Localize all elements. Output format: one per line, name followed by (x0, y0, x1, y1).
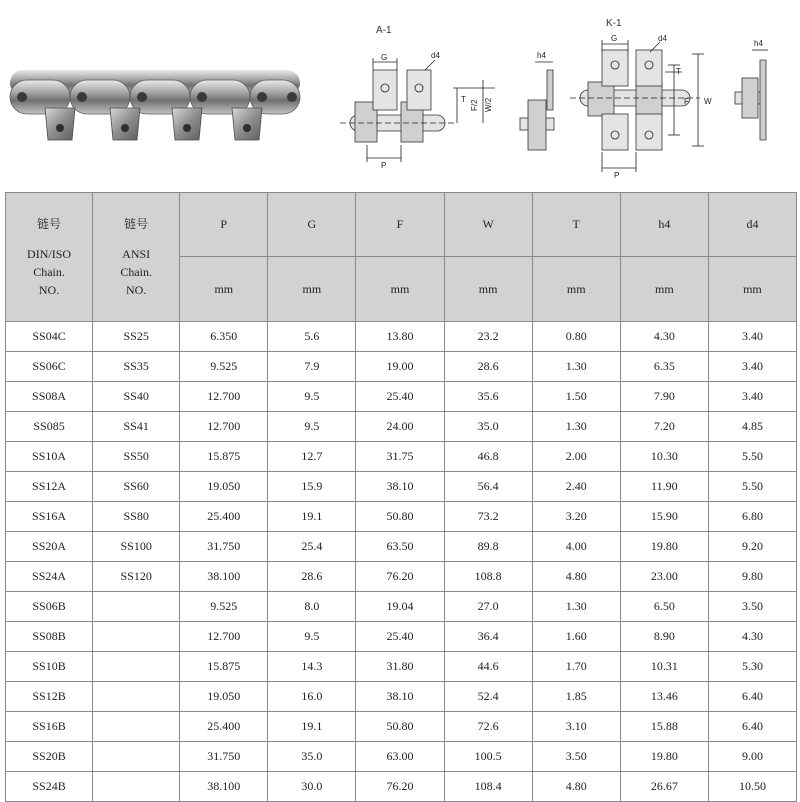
cell-h4: 19.80 (620, 742, 708, 772)
unit-d4: mm (708, 257, 796, 322)
cell-w: 100.5 (444, 742, 532, 772)
cell-f: 38.10 (356, 472, 444, 502)
cell-w: 35.0 (444, 412, 532, 442)
cell-ansi (93, 712, 180, 742)
ansi-header (93, 193, 180, 322)
ansi-header-line2: Chain. (120, 265, 152, 279)
cell-d4: 3.40 (708, 322, 796, 352)
cell-h4: 26.67 (620, 772, 708, 802)
cell-w: 36.4 (444, 622, 532, 652)
cell-ansi: SS100 (93, 532, 180, 562)
table-row (6, 622, 797, 652)
a1-dim-f-half: F/2 (470, 99, 479, 111)
cell-din: SS24B (6, 772, 93, 802)
k1-drawing (570, 30, 795, 180)
cell-d4: 5.50 (708, 442, 796, 472)
cell-din: SS085 (6, 412, 93, 442)
k1-dim-g: G (611, 34, 618, 43)
cell-t: 1.85 (532, 682, 620, 712)
cell-h4: 6.50 (620, 592, 708, 622)
unit-h4: mm (620, 257, 708, 322)
a1-label: A-1 (376, 25, 392, 36)
cell-d4: 4.30 (708, 622, 796, 652)
a1-dim-t: T (461, 95, 466, 104)
cell-h4: 7.90 (620, 382, 708, 412)
cell-w: 89.8 (444, 532, 532, 562)
table-row (6, 382, 797, 412)
cell-p: 12.700 (180, 412, 268, 442)
a1-dim-d4: d4 (431, 51, 440, 60)
table-row (6, 532, 797, 562)
table-row (6, 442, 797, 472)
cell-din: SS04C (6, 322, 93, 352)
cell-h4: 15.90 (620, 502, 708, 532)
a1-drawing (335, 40, 565, 175)
cell-din: SS08B (6, 622, 93, 652)
cell-f: 25.40 (356, 622, 444, 652)
cell-din: SS12A (6, 472, 93, 502)
cell-g: 16.0 (268, 682, 356, 712)
table-row (6, 712, 797, 742)
cell-din: SS08A (6, 382, 93, 412)
cell-d4: 6.40 (708, 712, 796, 742)
cell-p: 25.400 (180, 502, 268, 532)
cell-p: 15.875 (180, 442, 268, 472)
cell-t: 1.60 (532, 622, 620, 652)
cell-p: 19.050 (180, 472, 268, 502)
k1-label: K-1 (606, 18, 622, 29)
cell-g: 9.5 (268, 622, 356, 652)
cell-g: 9.5 (268, 412, 356, 442)
cell-f: 76.20 (356, 562, 444, 592)
cell-ansi (93, 772, 180, 802)
header-w: W (444, 193, 532, 257)
cell-d4: 9.80 (708, 562, 796, 592)
cell-din: SS16B (6, 712, 93, 742)
cell-din: SS20A (6, 532, 93, 562)
spec-table-body (6, 322, 797, 802)
k1-dim-f: F (684, 97, 689, 106)
cell-p: 9.525 (180, 352, 268, 382)
cell-g: 8.0 (268, 592, 356, 622)
a1-dim-p: P (381, 161, 387, 170)
cell-ansi: SS25 (93, 322, 180, 352)
cell-t: 1.30 (532, 412, 620, 442)
cell-d4: 3.40 (708, 382, 796, 412)
cell-t: 3.10 (532, 712, 620, 742)
table-row (6, 772, 797, 802)
cell-f: 50.80 (356, 502, 444, 532)
cell-d4: 9.00 (708, 742, 796, 772)
unit-p: mm (180, 257, 268, 322)
cell-p: 9.525 (180, 592, 268, 622)
cell-h4: 13.46 (620, 682, 708, 712)
header-g: G (268, 193, 356, 257)
cell-din: SS06B (6, 592, 93, 622)
unit-w: mm (444, 257, 532, 322)
header-p: P (180, 193, 268, 257)
cell-din: SS12B (6, 682, 93, 712)
cell-w: 72.6 (444, 712, 532, 742)
cell-p: 12.700 (180, 382, 268, 412)
cell-ansi (93, 652, 180, 682)
unit-f: mm (356, 257, 444, 322)
table-row (6, 502, 797, 532)
cell-h4: 15.88 (620, 712, 708, 742)
cell-g: 14.3 (268, 652, 356, 682)
cell-w: 28.6 (444, 352, 532, 382)
cell-h4: 8.90 (620, 622, 708, 652)
cell-f: 13.80 (356, 322, 444, 352)
cell-g: 35.0 (268, 742, 356, 772)
cell-ansi (93, 682, 180, 712)
k1-dim-t: T (676, 67, 681, 76)
chain-photo (0, 40, 310, 150)
cell-f: 76.20 (356, 772, 444, 802)
cell-d4: 6.40 (708, 682, 796, 712)
cell-f: 31.80 (356, 652, 444, 682)
header-h4: h4 (620, 193, 708, 257)
cell-g: 7.9 (268, 352, 356, 382)
header-t: T (532, 193, 620, 257)
table-row (6, 412, 797, 442)
cell-f: 19.00 (356, 352, 444, 382)
cell-p: 12.700 (180, 622, 268, 652)
cell-h4: 4.30 (620, 322, 708, 352)
a1-dim-w-half: W/2 (484, 97, 493, 112)
cell-ansi: SS80 (93, 502, 180, 532)
table-row (6, 652, 797, 682)
din-iso-header-zh: 链号 (37, 217, 62, 231)
cell-din: SS16A (6, 502, 93, 532)
cell-h4: 10.31 (620, 652, 708, 682)
cell-ansi (93, 742, 180, 772)
cell-g: 28.6 (268, 562, 356, 592)
cell-p: 15.875 (180, 652, 268, 682)
cell-h4: 6.35 (620, 352, 708, 382)
cell-din: SS24A (6, 562, 93, 592)
table-row (6, 592, 797, 622)
cell-ansi: SS35 (93, 352, 180, 382)
cell-w: 23.2 (444, 322, 532, 352)
unit-t: mm (532, 257, 620, 322)
chain-spec-table (5, 192, 797, 802)
cell-t: 2.40 (532, 472, 620, 502)
cell-w: 52.4 (444, 682, 532, 712)
k1-dim-h4: h4 (754, 39, 763, 48)
cell-w: 73.2 (444, 502, 532, 532)
cell-din: SS20B (6, 742, 93, 772)
cell-d4: 3.40 (708, 352, 796, 382)
ansi-header-zh: 链号 (124, 217, 149, 231)
cell-f: 19.04 (356, 592, 444, 622)
table-row (6, 562, 797, 592)
table-row (6, 682, 797, 712)
cell-p: 31.750 (180, 532, 268, 562)
cell-w: 27.0 (444, 592, 532, 622)
a1-dim-h4: h4 (537, 51, 546, 60)
cell-t: 1.50 (532, 382, 620, 412)
cell-din: SS10A (6, 442, 93, 472)
cell-h4: 19.80 (620, 532, 708, 562)
cell-p: 6.350 (180, 322, 268, 352)
cell-w: 44.6 (444, 652, 532, 682)
cell-ansi: SS50 (93, 442, 180, 472)
table-row (6, 472, 797, 502)
cell-g: 19.1 (268, 712, 356, 742)
cell-t: 2.00 (532, 442, 620, 472)
cell-f: 24.00 (356, 412, 444, 442)
header-f: F (356, 193, 444, 257)
cell-d4: 9.20 (708, 532, 796, 562)
cell-g: 15.9 (268, 472, 356, 502)
k1-dim-p: P (614, 171, 620, 180)
cell-w: 56.4 (444, 472, 532, 502)
cell-h4: 11.90 (620, 472, 708, 502)
cell-t: 1.30 (532, 352, 620, 382)
cell-d4: 10.50 (708, 772, 796, 802)
din-iso-header-line3: NO. (38, 283, 60, 297)
cell-p: 19.050 (180, 682, 268, 712)
cell-f: 63.00 (356, 742, 444, 772)
cell-ansi: SS41 (93, 412, 180, 442)
cell-h4: 7.20 (620, 412, 708, 442)
cell-d4: 4.85 (708, 412, 796, 442)
cell-f: 31.75 (356, 442, 444, 472)
cell-t: 4.00 (532, 532, 620, 562)
cell-g: 5.6 (268, 322, 356, 352)
cell-t: 3.50 (532, 742, 620, 772)
din-iso-header (6, 193, 93, 322)
cell-t: 3.20 (532, 502, 620, 532)
cell-w: 35.6 (444, 382, 532, 412)
cell-din: SS06C (6, 352, 93, 382)
cell-w: 108.4 (444, 772, 532, 802)
cell-ansi: SS120 (93, 562, 180, 592)
cell-p: 38.100 (180, 772, 268, 802)
cell-p: 25.400 (180, 712, 268, 742)
cell-g: 25.4 (268, 532, 356, 562)
cell-f: 63.50 (356, 532, 444, 562)
header-d4: d4 (708, 193, 796, 257)
k1-dim-w: W (704, 97, 712, 106)
a1-dim-g: G (381, 53, 388, 62)
din-iso-header-line1: DIN/ISO (27, 247, 72, 261)
cell-g: 9.5 (268, 382, 356, 412)
cell-ansi (93, 622, 180, 652)
product-illustration-area (0, 0, 800, 190)
cell-g: 12.7 (268, 442, 356, 472)
cell-f: 50.80 (356, 712, 444, 742)
cell-din: SS10B (6, 652, 93, 682)
cell-g: 30.0 (268, 772, 356, 802)
cell-t: 0.80 (532, 322, 620, 352)
cell-g: 19.1 (268, 502, 356, 532)
cell-d4: 6.80 (708, 502, 796, 532)
cell-h4: 23.00 (620, 562, 708, 592)
cell-p: 31.750 (180, 742, 268, 772)
cell-d4: 5.30 (708, 652, 796, 682)
unit-g: mm (268, 257, 356, 322)
table-row (6, 322, 797, 352)
cell-d4: 3.50 (708, 592, 796, 622)
cell-f: 25.40 (356, 382, 444, 412)
cell-h4: 10.30 (620, 442, 708, 472)
cell-ansi (93, 592, 180, 622)
cell-w: 108.8 (444, 562, 532, 592)
cell-w: 46.8 (444, 442, 532, 472)
k1-dim-d4: d4 (658, 34, 667, 43)
cell-t: 1.30 (532, 592, 620, 622)
table-row (6, 352, 797, 382)
cell-ansi: SS40 (93, 382, 180, 412)
ansi-header-line1: ANSI (122, 247, 151, 261)
cell-ansi: SS60 (93, 472, 180, 502)
cell-t: 1.70 (532, 652, 620, 682)
ansi-header-line3: NO. (125, 283, 147, 297)
din-iso-header-line2: Chain. (33, 265, 65, 279)
cell-t: 4.80 (532, 562, 620, 592)
table-row (6, 742, 797, 772)
cell-d4: 5.50 (708, 472, 796, 502)
cell-p: 38.100 (180, 562, 268, 592)
cell-t: 4.80 (532, 772, 620, 802)
cell-f: 38.10 (356, 682, 444, 712)
